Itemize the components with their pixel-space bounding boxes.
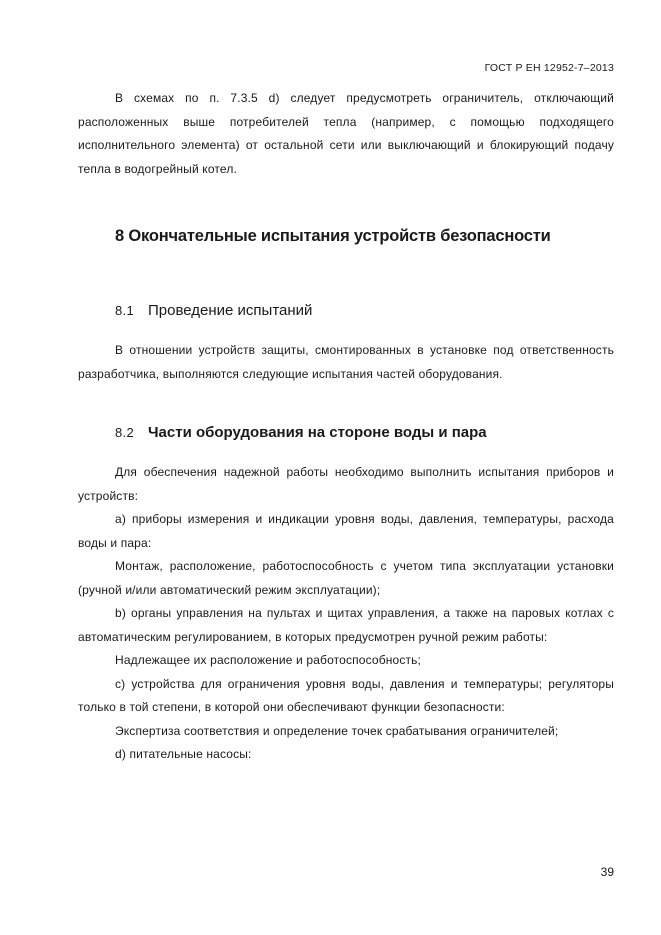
list-item-a: a) приборы измерения и индикации уровня воды, давления, температуры, расхода воды и пара: bbox=[78, 512, 614, 550]
subsection-8-2-heading bbox=[115, 424, 487, 441]
subsection-8-1-paragraph: В отношении устройств защиты, смонтированных в установке под ответственность разработчика, выполняются следующие испытания частей оборудования. bbox=[78, 343, 614, 381]
subsection-number: 8.1 bbox=[115, 303, 134, 318]
intro-paragraph: В схемах по п. 7.3.5 d) следует предусмотреть ограничитель, отключающий расположенных выше потребителей тепла (например, с помощью подходящего исполнительного элемента) от остальной сети или выключающий и блокирующий подачу тепла в водогрейный котел. bbox=[78, 91, 614, 176]
paragraph: Надлежащее их расположение и работоспособность; bbox=[115, 653, 422, 667]
section-8-heading: 8 Окончательные испытания устройств безопасности bbox=[115, 227, 551, 245]
page-number: 39 bbox=[600, 865, 614, 879]
subsection-title: Проведение испытаний bbox=[148, 302, 313, 319]
paragraph: Для обеспечения надежной работы необходимо выполнить испытания приборов и устройств: bbox=[78, 465, 614, 503]
subsection-8-1-heading bbox=[115, 302, 312, 319]
list-item-b: b) органы управления на пультах и щитах управления, а также на паровых котлах с автоматическим регулированием, в которых предусмотрен ручной режим работы: bbox=[78, 606, 614, 644]
subsection-8-2-body bbox=[78, 461, 614, 767]
list-item-c: c) устройства для ограничения уровня воды, давления и температуры; регуляторы только в той степени, в которой они обеспечивают функции безопасности: bbox=[78, 676, 614, 714]
subsection-title: Части оборудования на стороне воды и пара bbox=[148, 424, 487, 441]
list-item-d: d) питательные насосы: bbox=[115, 747, 252, 761]
paragraph: Экспертиза соответствия и определение точек срабатывания ограничителей; bbox=[115, 723, 559, 738]
subsection-number: 8.2 bbox=[115, 425, 134, 440]
paragraph: Монтаж, расположение, работоспособность с учетом типа эксплуатации установки (ручной и/или автоматический режим эксплуатации); bbox=[78, 559, 614, 597]
subsection-8-1-body bbox=[78, 339, 614, 386]
intro-paragraph-block bbox=[78, 87, 614, 181]
standard-code-header: ГОСТ Р ЕН 12952-7–2013 bbox=[484, 62, 614, 74]
